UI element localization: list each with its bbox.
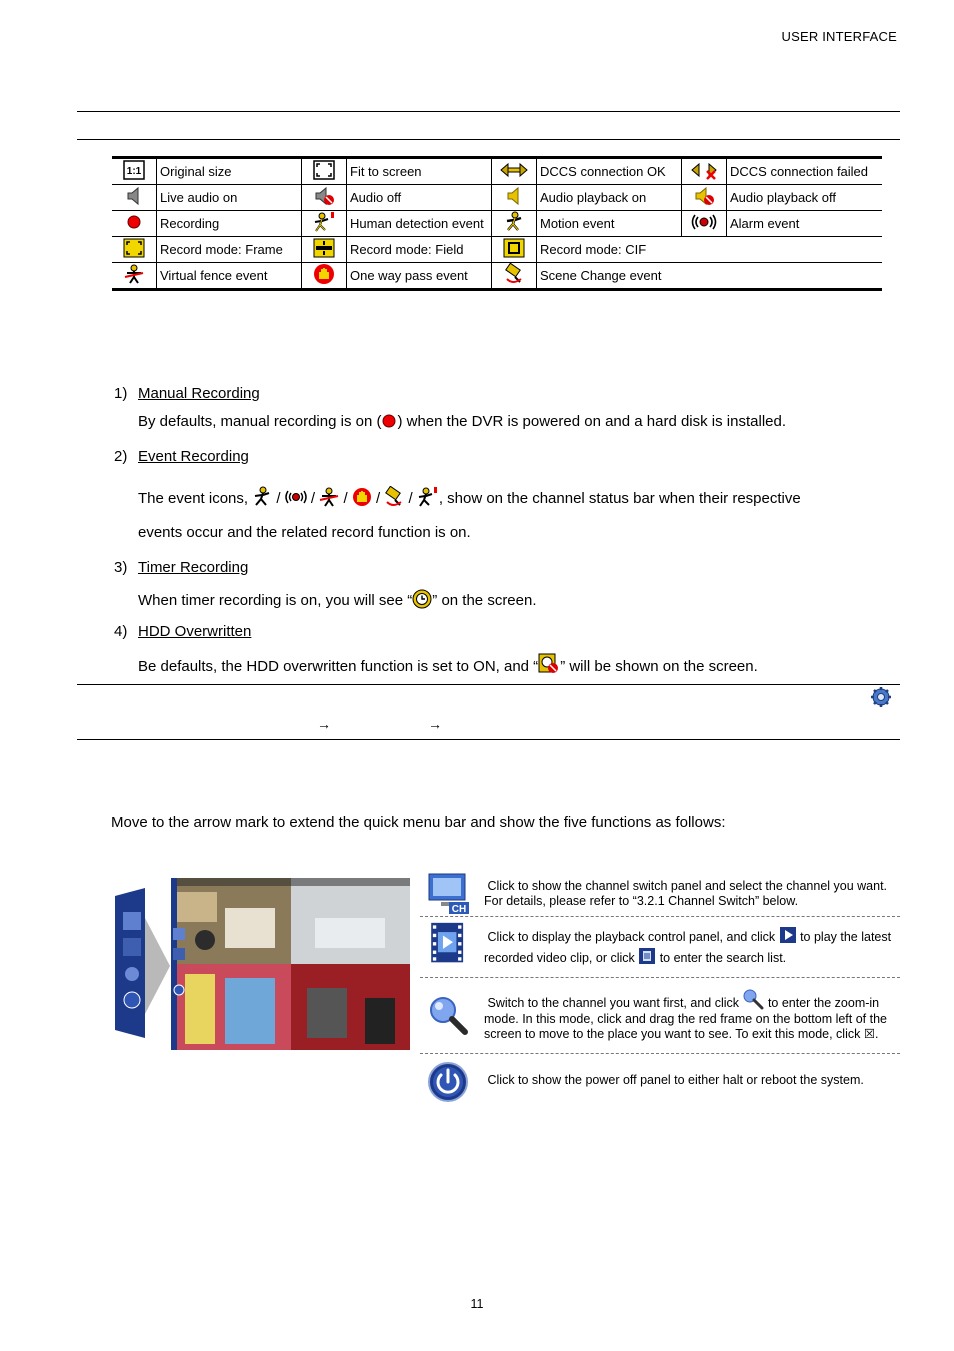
table-cell: Audio playback on [537,185,682,211]
dccs-connection-failed-icon [689,160,719,180]
power-icon [427,1061,469,1103]
quick-menu-intro: Move to the arrow mark to extend the quick menu bar and show the five functions as follows: [111,814,726,831]
quick-menu-screenshot [115,878,410,1050]
gear-icon [870,686,892,708]
human-detection-event-icon [417,486,439,508]
table-cell: DCCS connection OK [537,158,682,185]
table-cell: Original size [157,158,302,185]
record-mode-field-icon [313,238,335,258]
divider [420,1053,900,1054]
svg-text:1:1: 1:1 [126,166,142,177]
playback-description: Click to display the playback control panel, and click to play the latest recorded video clip, or click to enter the search list. [484,926,894,968]
manual-recording-title: Manual Recording [138,385,260,402]
event-recording-text: The event icons, / / / / / , show on the channel status bar when their respective [138,486,801,508]
table-row [112,158,882,185]
dccs-connection-ok-icon [499,160,529,180]
scene-change-event-icon [503,263,525,285]
top-rule [77,111,900,112]
note-rule-top [77,684,900,685]
motion-event-icon [503,211,525,233]
table-cell: Scene Change event [537,263,883,290]
table-cell: One way pass event [347,263,492,290]
status-icon-table [112,156,882,291]
motion-event-icon [252,486,272,508]
event-recording-title: Event Recording [138,448,249,465]
power-description: Click to show the power off panel to either halt or reboot the system. [487,1073,864,1087]
timer-recording-text: When timer recording is on, you will see “ ” on the screen. [138,589,537,609]
divider [420,977,900,978]
table-cell: Virtual fence event [157,263,302,290]
list-number: 4) [114,623,128,640]
table-row [112,211,882,237]
section-rule [77,139,900,140]
hdd-overwritten-title: HDD Overwritten [138,623,252,640]
live-audio-on-icon [123,186,145,206]
zoom-in-icon[interactable] [742,988,764,1010]
one-way-pass-event-icon [352,486,372,508]
table-cell: Alarm event [727,211,883,237]
recording-icon [381,413,397,429]
table-cell: Live audio on [157,185,302,211]
channel-switch-description: Click to show the channel switch panel and select the channel you want. For details, please refer to “3.2.1 Channel Switch” below. [484,879,888,908]
channel-switch-icon [427,872,469,914]
list-number: 1) [114,385,128,402]
hdd-overwritten-icon [538,653,560,675]
search-list-icon[interactable] [638,947,656,965]
table-row [112,237,882,263]
one-way-pass-event-icon [313,263,335,285]
ch-badge: CH [451,904,467,914]
table-cell: Audio playback off [727,185,883,211]
play-icon[interactable] [779,926,797,944]
human-detection-event-icon [312,211,336,233]
page-number: 11 [470,1297,484,1311]
audio-playback-on-icon [503,186,525,206]
record-mode-cif-icon [503,238,525,258]
zoom-icon [427,994,469,1036]
list-number: 3) [114,559,128,576]
table-row [112,185,882,211]
table-cell: Fit to screen [347,158,492,185]
list-number: 2) [114,448,128,465]
fit-to-screen-icon [313,160,335,180]
virtual-fence-event-icon [123,263,145,285]
table-cell: Record mode: Frame [157,237,302,263]
table-cell: Recording [157,211,302,237]
arrow-icon: → [428,716,442,732]
playback-control-icon [427,922,469,964]
alarm-event-icon [691,212,717,232]
audio-off-icon [313,186,335,206]
virtual-fence-event-icon [319,486,339,508]
scene-change-event-icon [384,486,404,508]
record-mode-frame-icon [123,238,145,258]
original-size-icon [123,160,145,180]
divider [420,916,900,917]
note-rule-bottom [77,739,900,740]
manual-recording-text: By defaults, manual recording is on ( ) when the DVR is powered on and a hard disk is installed. [138,413,787,430]
table-cell: DCCS connection failed [727,158,883,185]
timer-recording-title: Timer Recording [138,559,249,576]
table-cell: Motion event [537,211,682,237]
alarm-event-icon [285,489,307,505]
table-cell: Record mode: Field [347,237,492,263]
table-cell: Record mode: CIF [537,237,883,263]
hdd-overwritten-text: Be defaults, the HDD overwritten function is set to ON, and “ ” will be shown on the screen. [138,653,758,675]
table-row [112,263,882,290]
zoom-description: Switch to the channel you want first, and click to enter the zoom-in mode. In this mode, click and drag the red frame on the bottom left of the screen to move to the place you want to see. To exit this mode, click ☒. [484,988,900,1043]
table-cell: Audio off [347,185,492,211]
audio-playback-off-icon [693,186,715,206]
recording-icon [123,212,145,232]
event-recording-text-cont: events occur and the related record function is on. [138,524,471,541]
arrow-icon: → [317,716,331,732]
section-header: USER INTERFACE [781,29,897,44]
timer-icon [412,589,432,609]
table-cell: Human detection event [347,211,492,237]
